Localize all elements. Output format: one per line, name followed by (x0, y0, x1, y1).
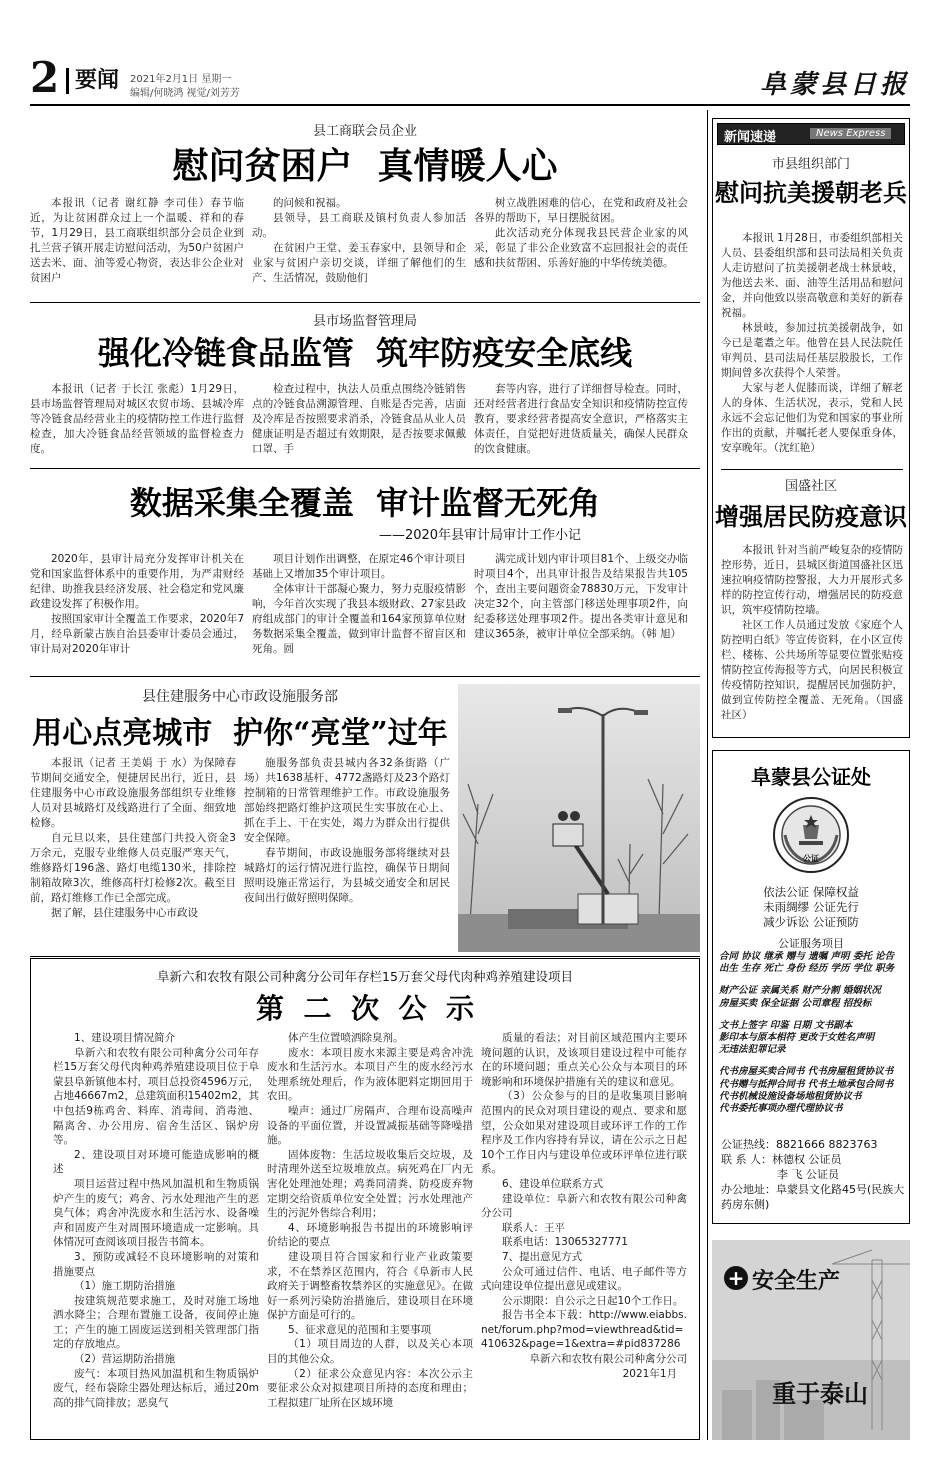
service-line: 房屋买卖 保全证据 公司章程 招投标 (719, 997, 872, 1009)
paragraph: 噪声：通过厂房隔声、合理布设高噪声设备的平面位置，并设置减振基础等降噪措施。 (267, 1104, 473, 1147)
paragraph: （1）项目周边的人群，以及关心本项目的其他公众。 (267, 1338, 473, 1366)
article2-col2 (252, 382, 466, 462)
divider (30, 302, 700, 303)
paragraph: 公示期限：自公示之日起10个工作日。 (502, 1294, 684, 1307)
article3-col3 (474, 552, 688, 670)
article2-col3 (474, 382, 688, 462)
paragraph: 6、建设单位联系方式 (502, 1177, 604, 1190)
paragraph: 7、提出意见方式 (502, 1250, 583, 1263)
slogan: 依法公证 保障权益 (763, 885, 859, 899)
header-rule (30, 104, 910, 106)
news2-headline: 增强居民防疫意识 (715, 502, 907, 531)
paragraph: 自元旦以来，县住建部门共投入资金3万余元，克服专业维修人员克服严寒天气，维修路灯196盏、路灯电缆130米，排除控制箱故障3次，维修高杆灯检修2次。截至目前，路灯维修工作已全部完成。 (30, 832, 236, 904)
paragraph: （2）征求公众意见内容：本次公示主要征求公众对拟建项目所持的态度和理由；工程拟建厂址所在区域环境 (267, 1367, 473, 1409)
service-line: 文书上签字 印鉴 日期 文书副本 (719, 1019, 853, 1031)
paragraph: 本报讯 1月28日，市委组织部相关人员、县委组织部和县司法局相关负责人走访慰问了抗美援朝老战士林景岐，为他送去米、面、油等生活用品和慰问金，并向他致以崇高敬意和美好的新春祝福。 (721, 232, 903, 319)
news-express-banner (717, 123, 905, 145)
news1-body (721, 231, 903, 475)
notice-heading: 阜新六和农牧有限公司种禽分公司年存栏15万套父母代肉种鸡养殖建设项目 (157, 969, 573, 984)
article1-col1 (30, 196, 244, 296)
paragraph: 套等内容，进行了详细督导检查。同时，还对经营者进行食品安全知识和疫情防控宣传教育，要求经营者提高安全意识，严格落实主体责任，自觉把好进货质量关，确保人民群众的饮食健康。 (474, 383, 688, 455)
article3-col1 (30, 552, 244, 670)
article3-subtitle: ——2020年县审计局审计工作小记 (378, 528, 582, 543)
paragraph: 建设单位：阜新六和农牧有限公司种禽分公司 (481, 1192, 687, 1220)
paragraph: 阜新六和农牧有限公司种禽分公司年存栏15万套父母代肉种鸡养殖建设项目位于阜蒙县阜新镇他本村，项目总投资4596万元，占地46667m2，总建筑面积15402m2，其中包括9栋鸡舍、料库、消毒间、消毒池、隔离舍、办公用房、宿舍生活区、锅炉房等。 (53, 1046, 259, 1147)
news1-headline: 慰问抗美援朝老兵 (715, 178, 907, 207)
paragraph: 检查过程中，执法人员重点围绕冷链销售点的冷链食品溯源管理、自账是否完善，店面及冷库是否按照要求消杀，冷链食品从业人员健康证明是否超过有效期限，是否按要求佩戴口罩、手 (252, 383, 466, 455)
article4-kicker: 县住建服务中心市政设施服务部 (142, 689, 338, 705)
sidebar-divider (707, 110, 708, 1440)
service-line: 代书房屋买卖合同书 代书房屋租赁协议书 (719, 1066, 894, 1078)
section-name: 要闻 (66, 68, 119, 94)
paragraph: 据了解，县住建服务中心市政设 (51, 907, 198, 919)
article4-col1 (30, 756, 236, 952)
paragraph: 树立战胜困难的信心，在党和政府及社会各界的帮助下，早日摆脱贫困。 (474, 197, 688, 224)
notary-address: 办公地址：阜蒙县文化路45号(民族大药房东侧) (721, 1183, 905, 1211)
paragraph: （2）营运期防治措施 (74, 1353, 176, 1366)
page-header (30, 53, 910, 106)
paragraph: 5、征求意见的范围和主要事项 (288, 1323, 432, 1336)
safety-slogan-1: 安全生产 (752, 1269, 841, 1294)
street-light-repair-photo (458, 684, 700, 952)
paragraph: 社区工作人员通过发放《家庭个人防控明白纸》等宣传资料，在小区宣传栏、楼栋、公共场所等显要位置张贴疫情防控宣传海报等方式，向居民积极宣传疫情防控知识，提醒居民加强防护，做到宣传防控全覆盖、无死角。（国盛社区） (721, 619, 903, 721)
slogan: 减少诉讼 公证预防 (763, 915, 859, 929)
notary-ad (712, 750, 910, 1224)
public-notice (30, 958, 700, 1440)
paragraph: 2020年，县审计局充分发挥审计机关在党和国家监督体系中的重要作用，为严肃财经纪律、助推我县经济发展、社会稳定和党风廉政建设发挥了积极作用。 (30, 553, 244, 610)
article2-kicker: 县市场监督管理局 (312, 314, 417, 329)
article1-kicker: 县工商联会员企业 (312, 124, 417, 139)
news-express-box (712, 118, 910, 738)
paragraph: 林景岐，参加过抗美援朝战争，如今已是耄耋之年。他曾在县人民法院任审判员、县司法局任基层股股长，工作期间曾多次获得个人荣誉。 (721, 322, 903, 379)
paragraph: 按建筑规范要求施工，及时对施工场地洒水降尘；合理布置施工设备，夜间停止施工；产生的施工固废运送到相关管理部门指定的存放地点。 (53, 1294, 259, 1351)
service-line: 影印本与原本相符 更改于女姓名声明 (719, 1032, 875, 1044)
paragraph: 3、预防或减轻不良环境影响的对策和措施要点 (53, 1250, 259, 1278)
safety-cross-icon: + (724, 1266, 748, 1290)
divider (721, 469, 903, 470)
safety-slogan-2: 重于泰山 (772, 1380, 868, 1408)
paragraph: （3）公众参与的目的是收集项目影响范围内的民众对项目建设的观点、要求和愿望，公众如果对建设项目或环评工作的工作程序及工作内容持有异议，请在公示之日起10个工作日内与建设单位或环评单位进行联系。 (481, 1090, 687, 1176)
paragraph: （1）施工期防治措施 (74, 1280, 176, 1293)
article4-headline: 用心点亮城市 护你“亮堂”过年 (32, 716, 448, 751)
news2-body (721, 543, 903, 733)
issue-date: 2021年2月1日 星期一 (130, 74, 232, 85)
notice-col2 (267, 1031, 473, 1435)
emblem-label: 公证 (803, 854, 819, 863)
paragraph: 本报讯（记者 于长江 张彪）1月29日，县市场监督管理局对城区农贸市场、县城冷库等冷链食品经营业主的疫情防控工作进行监督检查，加大冷链食品经营领域的监督检查力度。 (30, 383, 244, 455)
slogan: 未雨绸缪 公证先行 (763, 900, 859, 914)
paragraph: 项目运营过程中热风加温机和生物质锅炉产生的废气；鸡舍、污水处理池产生的恶臭气体；鸡舍冲洗废水和生活污水、设备噪声和固废产生对周围环境造成一定影响。具体情况可查阅该项目报告书简本。 (53, 1177, 259, 1249)
service-line (719, 1010, 905, 1020)
news1-kicker: 市县组织部门 (771, 157, 850, 172)
safety-poster (712, 1240, 910, 1440)
paragraph: 公众可通过信件、电话、电子邮件等方式向建设单位提出意见或建议。 (481, 1265, 687, 1293)
notice-col1 (53, 1031, 259, 1435)
paragraph: 固体废物：生活垃圾收集后交垃圾，及时清理外送至垃圾堆放点。病死鸡在厂内无害化处理池处理；鸡粪同清粪、防疫废弃物定期交给资质单位安全处置；污水处理池产生的污泥外售综合利用； (267, 1148, 473, 1220)
paragraph: 此次活动充分体现我县民营企业家的风采，彰显了非公企业致富不忘回报社会的责任感和扶贫帮困、乐善好施的中华传统美德。 (474, 227, 688, 269)
paragraph: 在贫困户王堂、姜玉春家中，县领导和企业家与贫困户亲切交谈，详细了解他们的生产、生活情况，鼓励他们 (252, 242, 466, 284)
paragraph: 的问候和祝福。 (273, 197, 347, 209)
service-line: 合同 协议 继承 赠与 遗嘱 声明 委托 论告 (719, 951, 895, 962)
notice-date: 2021年1月 (622, 1367, 677, 1380)
service-line (719, 1056, 905, 1066)
service-line: 代书赠与抵押合同书 代书土地承包合同书 (719, 1078, 894, 1090)
notary-title: 阜蒙县公证处 (751, 765, 871, 789)
divider (30, 956, 700, 957)
article1-col2 (252, 196, 466, 296)
paragraph: 报告书全本下载：http://www.eiabbs.net/forum.php?mod=viewthread&tid=410632&page=1&extra=#pid837286 (481, 1309, 687, 1351)
paragraph: 按照国家审计全覆盖工作要求，2020年7月，经阜新蒙古族自治县委审计委员会通过，审计局对2020年审计 (30, 613, 244, 655)
paragraph: 废气：本项目热风加温机和生物质锅炉废气，经布袋除尘器处理达标后，通过20m高的排气筒排放；恶臭气 (53, 1367, 259, 1409)
service-line: 代书委托事项办理代理协议书 (719, 1103, 843, 1115)
paragraph: 体产生位置喷洒除臭剂。 (288, 1032, 404, 1044)
news2-kicker: 国盛社区 (784, 479, 837, 494)
article3-headline: 数据采集全覆盖 审计监督无死角 (129, 484, 601, 522)
paragraph: 县领导，县工商联及镇村负责人参加活动。 (252, 212, 466, 239)
banner-label-en: News Express (810, 128, 891, 139)
article3-col2 (252, 552, 466, 670)
paragraph: 联系人：王平 (502, 1221, 565, 1234)
service-line: 无违法犯罪记录 (719, 1044, 786, 1056)
paragraph: 废水：本项目废水来源主要是鸡舍冲洗废水和生活污水。本项目产生的废水经污水处理系统处理后，作为液体肥料定期回用于农田。 (267, 1046, 473, 1103)
divider (30, 468, 700, 469)
article1-headline: 慰问贫困户 真情暖人心 (172, 145, 558, 187)
divider (30, 676, 700, 677)
paragraph: 本报讯 针对当前严峻复杂的疫情防控形势，近日，县城区街道国盛社区迅速拉响疫情防控警报，大力开展形式多样的防控宣传行动，增强居民的防疫意识，筑牢疫情防控墙。 (721, 544, 903, 616)
paragraph: 本报讯（记者 谢红静 李司佳）春节临近，为让贫困群众过上一个温暖、祥和的春节，1月29日，县工商联组织部分会员企业到扎兰营子镇开展走访慰问活动，为50户贫困户送去米、面、油等爱心物资，表达非公企业对贫困户 (30, 197, 244, 284)
notary-hotline: 公证热线：8821666 8823763 (721, 1138, 878, 1151)
services-list (719, 951, 905, 1115)
paragraph: 1、建设项目情况简介 (74, 1032, 176, 1044)
paragraph: 项目计划作出调整，在原定46个审计项目基础上又增加35个审计项目。 (252, 553, 466, 580)
paragraph: 建设项目符合国家和行业产业政策要求，不在禁养区范围内，符合《阜新市人民政府关于调整畜牧禁养区的实施意见》。在做好一系列污染防治措施后，建设项目在环境保护方面是可行的。 (267, 1250, 473, 1322)
editor-credit: 编辑/何晓鸿 视觉/刘芳芳 (130, 88, 240, 99)
service-line: 出生 生存 死亡 身份 经历 学历 学位 职务 (719, 963, 895, 975)
service-line: 代书机械设施设备场地租赁协议书 (719, 1090, 862, 1102)
notice-signature: 阜新六和农牧有限公司种禽分公司 (529, 1353, 687, 1366)
notary-slogans (713, 885, 909, 930)
paragraph: 全体审计干部凝心聚力，努力克服疫情影响，今年首次实现了我县本级财政、27家县政府组成部门的审计全覆盖和164家预算单位财务数据采集全覆盖，做到审计监督不留盲区和死角。圆 (252, 583, 466, 655)
masthead: 阜蒙县日报 (759, 70, 910, 100)
paragraph: 大家与老人促膝而谈，详细了解老人的身体、生活状况，表示，党和人民永远不会忘记他们为党和国家的事业所作出的贡献，并嘱托老人要保重身体，安享晚年。（沈红艳） (721, 382, 903, 454)
article2-headline: 强化冷链食品监管 筑牢防疫安全底线 (97, 334, 633, 372)
service-line: 财产公证 亲属关系 财产分割 婚姻状况 (719, 985, 881, 997)
notary-contact-person-2: 李 飞 公证员 (777, 1168, 839, 1181)
notary-contact (721, 1137, 905, 1212)
paragraph: 4、环境影响报告书提出的环境影响评价结论的要点 (267, 1221, 473, 1249)
paragraph: 联系电话：13065327771 (502, 1236, 628, 1249)
banner-label-cn: 新闻速递 (724, 130, 777, 145)
paragraph: 施服务部负责县城内各32条街路（广场）共1638基杆、4772盏路灯及23个路灯控制箱的日常管理维护工作。市政设施服务部始终把路灯维护这项民生实事放在心上、抓在手上、干在实处，竭力为群众出行提供安全保障。 (244, 757, 450, 844)
paragraph: 春节期间，市政设施服务部将继续对县城路灯的运行情况进行监控，确保节日期间照明设施正常运行，为县城交通安全和居民夜间出行做好照明保障。 (244, 847, 450, 904)
notary-contact-person: 联 系 人：林德权 公证员 (721, 1153, 842, 1166)
paragraph: 满完成计划内审计项目81个、上级交办临时项目4个，出具审计报告及结果报告共105个，查出主要问题资金78830万元，下发审计决定32个，向主管部门移送处理事项2件，向纪委移送处理事项2件。提出各类审计意见和建议365条，被审计单位全部采纳。（韩 旭） (474, 553, 688, 640)
article2-col1 (30, 382, 244, 462)
paragraph: 质量的看法；对目前区域范围内主要环境问题的认识，及该项目建设过程中可能存在的环境问题；重点关心公众与本项目的环境影响和环境保护措施有关的建议和意见。 (481, 1032, 687, 1088)
article4-col2 (244, 756, 450, 952)
page-number: 2 (30, 53, 60, 102)
notice-col3 (481, 1031, 687, 1435)
paragraph: 2、建设项目对环境可能造成影响的概述 (53, 1148, 259, 1176)
paragraph: 本报讯（记者 王美娟 于 水）为保障春节期间交通安全，便捷居民出行，近日，县住建服务中心市政设施服务部组织专业维修人员对县城路灯及线路进行了全面、细致地检修。 (30, 757, 236, 829)
services-title: 公证服务项目 (778, 937, 844, 950)
notice-title: 第 二 次 公 示 (256, 992, 474, 1025)
service-line (719, 975, 905, 985)
article1-col3 (474, 196, 688, 296)
national-emblem-icon (771, 795, 851, 875)
